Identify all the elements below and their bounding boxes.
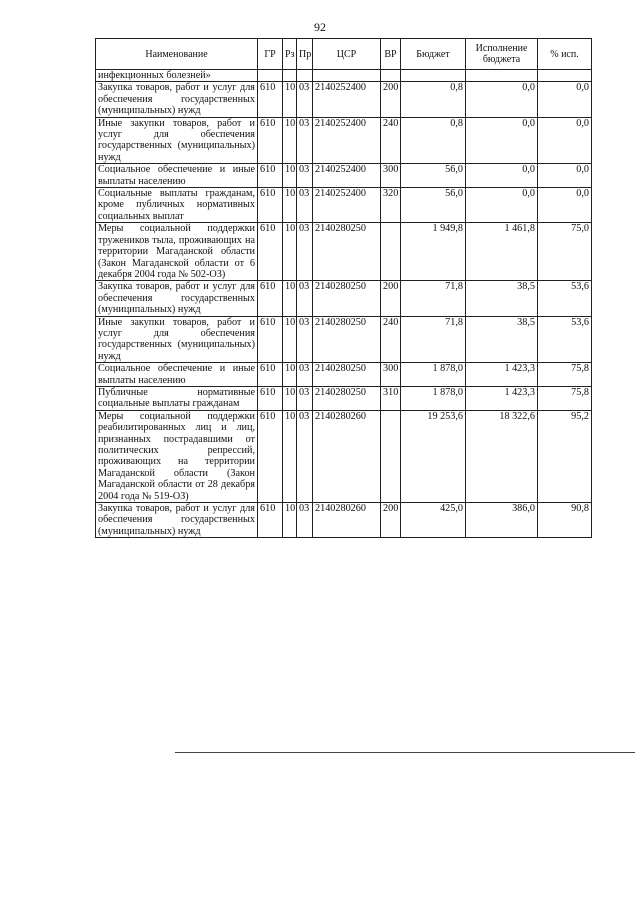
- cell-pr: 03: [297, 386, 313, 410]
- cell-rz: 10: [283, 503, 297, 538]
- cell-rz: [283, 70, 297, 82]
- cell-vr: 200: [381, 82, 401, 117]
- cell-gr: 610: [258, 82, 283, 117]
- cell-pr: 03: [297, 82, 313, 117]
- cell-percent: 0,0: [538, 164, 592, 188]
- cell-gr: 610: [258, 223, 283, 281]
- cell-rz: 10: [283, 82, 297, 117]
- cell-percent: 0,0: [538, 188, 592, 223]
- cell-pr: 03: [297, 188, 313, 223]
- cell-execution: 38,5: [466, 316, 538, 363]
- table-row: [96, 503, 592, 538]
- cell-gr: 610: [258, 281, 283, 316]
- header-csr: ЦСР: [313, 39, 381, 70]
- table-row: [96, 117, 592, 164]
- cell-budget: 1 949,8: [401, 223, 466, 281]
- cell-gr: 610: [258, 410, 283, 502]
- cell-pr: 03: [297, 281, 313, 316]
- cell-percent: 90,8: [538, 503, 592, 538]
- cell-budget: 71,8: [401, 281, 466, 316]
- cell-rz: 10: [283, 316, 297, 363]
- cell-csr: [313, 70, 381, 82]
- cell-pr: 03: [297, 316, 313, 363]
- cell-pr: 03: [297, 503, 313, 538]
- cell-vr: 200: [381, 281, 401, 316]
- cell-execution: 1 423,3: [466, 386, 538, 410]
- table-body: [96, 70, 592, 538]
- cell-execution: 0,0: [466, 164, 538, 188]
- cell-csr: 2140280250: [313, 316, 381, 363]
- cell-budget: 0,8: [401, 117, 466, 164]
- cell-csr: 2140280260: [313, 503, 381, 538]
- cell-csr: 2140280260: [313, 410, 381, 502]
- cell-percent: 75,0: [538, 223, 592, 281]
- cell-name: инфекционных болезней»: [96, 70, 258, 82]
- cell-vr: 240: [381, 316, 401, 363]
- cell-budget: 56,0: [401, 188, 466, 223]
- cell-name: Закупка товаров, работ и услуг для обеспечения государственных (муниципальных) нужд: [96, 281, 258, 316]
- cell-gr: 610: [258, 503, 283, 538]
- cell-name: Социальное обеспечение и иные выплаты населению: [96, 164, 258, 188]
- header-percent: % исп.: [538, 39, 592, 70]
- table-row: [96, 164, 592, 188]
- cell-vr: 300: [381, 164, 401, 188]
- cell-execution: 1 423,3: [466, 363, 538, 387]
- cell-budget: 0,8: [401, 82, 466, 117]
- cell-budget: 1 878,0: [401, 363, 466, 387]
- cell-percent: 95,2: [538, 410, 592, 502]
- cell-execution: 386,0: [466, 503, 538, 538]
- cell-name: Меры социальной поддержки тружеников тыла, проживающих на территории Магаданской области (Закон Магаданской области от 6 декабря 2004 года № 502-ОЗ): [96, 223, 258, 281]
- cell-csr: 2140252400: [313, 82, 381, 117]
- cell-rz: 10: [283, 188, 297, 223]
- cell-execution: [466, 70, 538, 82]
- cell-gr: 610: [258, 188, 283, 223]
- cell-vr: 200: [381, 503, 401, 538]
- cell-csr: 2140280250: [313, 386, 381, 410]
- table-row: [96, 82, 592, 117]
- table-row: [96, 386, 592, 410]
- cell-execution: 0,0: [466, 82, 538, 117]
- cell-name: Публичные нормативные социальные выплаты гражданам: [96, 386, 258, 410]
- header-vr: ВР: [381, 39, 401, 70]
- cell-pr: 03: [297, 223, 313, 281]
- cell-gr: 610: [258, 363, 283, 387]
- cell-vr: [381, 410, 401, 502]
- cell-percent: 75,8: [538, 363, 592, 387]
- cell-name: Закупка товаров, работ и услуг для обеспечения государственных (муниципальных) нужд: [96, 503, 258, 538]
- cell-budget: 425,0: [401, 503, 466, 538]
- footer-rule: [175, 752, 635, 753]
- header-rz: Рз: [283, 39, 297, 70]
- cell-name: Социальное обеспечение и иные выплаты населению: [96, 363, 258, 387]
- cell-vr: [381, 223, 401, 281]
- cell-name: Меры социальной поддержки реабилитированных лиц и лиц, признанных пострадавшими от политических репрессий, проживающих на территории Магаданской области (Закон Магаданской области от 28 декабря 2004 года № 519-ОЗ): [96, 410, 258, 502]
- cell-execution: 38,5: [466, 281, 538, 316]
- cell-name: Иные закупки товаров, работ и услуг для обеспечения государственных (муниципальных) нужд: [96, 117, 258, 164]
- cell-execution: 18 322,6: [466, 410, 538, 502]
- table-row: [96, 188, 592, 223]
- cell-pr: 03: [297, 117, 313, 164]
- cell-execution: 0,0: [466, 188, 538, 223]
- cell-execution: 1 461,8: [466, 223, 538, 281]
- table-row: [96, 70, 592, 82]
- cell-csr: 2140280250: [313, 223, 381, 281]
- cell-rz: 10: [283, 410, 297, 502]
- cell-rz: 10: [283, 223, 297, 281]
- cell-name: Закупка товаров, работ и услуг для обеспечения государственных (муниципальных) нужд: [96, 82, 258, 117]
- cell-csr: 2140280250: [313, 281, 381, 316]
- header-gr: ГР: [258, 39, 283, 70]
- header-name: Наименование: [96, 39, 258, 70]
- cell-percent: 0,0: [538, 117, 592, 164]
- cell-budget: [401, 70, 466, 82]
- cell-gr: 610: [258, 164, 283, 188]
- table-row: [96, 281, 592, 316]
- table-header-row: [96, 39, 592, 70]
- cell-percent: 53,6: [538, 316, 592, 363]
- table-row: [96, 410, 592, 502]
- cell-vr: 240: [381, 117, 401, 164]
- cell-pr: 03: [297, 363, 313, 387]
- header-pr: Пр: [297, 39, 313, 70]
- cell-rz: 10: [283, 386, 297, 410]
- cell-budget: 19 253,6: [401, 410, 466, 502]
- cell-percent: 0,0: [538, 82, 592, 117]
- cell-name: Социальные выплаты гражданам, кроме публичных нормативных социальных выплат: [96, 188, 258, 223]
- cell-name: Иные закупки товаров, работ и услуг для обеспечения государственных (муниципальных) нужд: [96, 316, 258, 363]
- cell-budget: 56,0: [401, 164, 466, 188]
- cell-gr: [258, 70, 283, 82]
- cell-pr: 03: [297, 164, 313, 188]
- cell-budget: 71,8: [401, 316, 466, 363]
- cell-pr: [297, 70, 313, 82]
- cell-vr: 300: [381, 363, 401, 387]
- cell-gr: 610: [258, 386, 283, 410]
- cell-csr: 2140280250: [313, 363, 381, 387]
- cell-csr: 2140252400: [313, 164, 381, 188]
- cell-percent: [538, 70, 592, 82]
- cell-rz: 10: [283, 363, 297, 387]
- table-row: [96, 316, 592, 363]
- cell-vr: 320: [381, 188, 401, 223]
- cell-pr: 03: [297, 410, 313, 502]
- cell-percent: 75,8: [538, 386, 592, 410]
- table-row: [96, 363, 592, 387]
- header-execution: Исполнение бюджета: [466, 39, 538, 70]
- cell-rz: 10: [283, 164, 297, 188]
- header-budget: Бюджет: [401, 39, 466, 70]
- table-row: [96, 223, 592, 281]
- budget-table: [95, 38, 592, 538]
- cell-rz: 10: [283, 117, 297, 164]
- cell-csr: 2140252400: [313, 188, 381, 223]
- cell-budget: 1 878,0: [401, 386, 466, 410]
- cell-vr: [381, 70, 401, 82]
- page-number: 92: [314, 20, 326, 34]
- cell-vr: 310: [381, 386, 401, 410]
- cell-csr: 2140252400: [313, 117, 381, 164]
- cell-execution: 0,0: [466, 117, 538, 164]
- cell-rz: 10: [283, 281, 297, 316]
- cell-gr: 610: [258, 117, 283, 164]
- cell-percent: 53,6: [538, 281, 592, 316]
- cell-gr: 610: [258, 316, 283, 363]
